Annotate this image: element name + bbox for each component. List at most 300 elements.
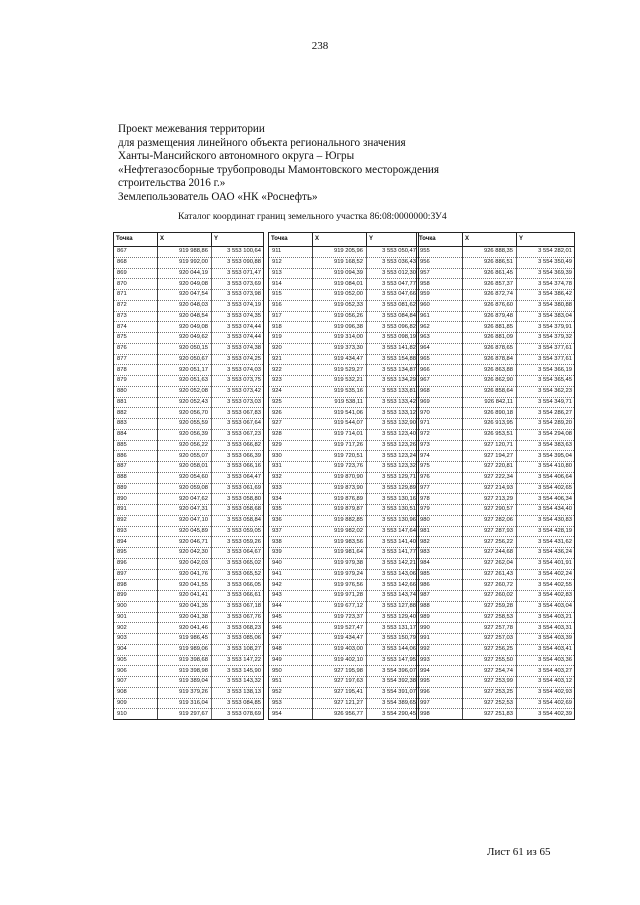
y-coordinate-cell: 3 554 362,23 [517, 386, 575, 397]
header-line: Проект межевания территории [118, 123, 265, 135]
point-cell: 992 [417, 644, 463, 655]
y-coordinate-cell: 3 554 402,65 [517, 483, 575, 494]
table-row [269, 397, 419, 408]
y-coordinate-cell: 3 553 131,17 [367, 623, 419, 634]
point-cell: 973 [417, 440, 463, 451]
x-coordinate-cell: 919 314,00 [313, 333, 367, 344]
table-row [417, 247, 575, 258]
y-coordinate-cell: 3 554 436,24 [517, 548, 575, 559]
x-coordinate-cell: 919 544,07 [313, 419, 367, 430]
x-coordinate-cell: 919 316,04 [158, 698, 212, 709]
y-coordinate-cell: 3 554 289,20 [517, 419, 575, 430]
table-row [114, 462, 264, 473]
y-coordinate-cell: 3 554 395,04 [517, 451, 575, 462]
y-coordinate-cell: 3 553 068,23 [212, 623, 264, 634]
point-cell: 870 [114, 279, 158, 290]
y-coordinate-cell: 3 553 090,88 [212, 257, 264, 268]
y-coordinate-cell: 3 554 365,45 [517, 376, 575, 387]
point-cell: 875 [114, 333, 158, 344]
y-coordinate-cell: 3 554 379,32 [517, 333, 575, 344]
point-cell: 976 [417, 472, 463, 483]
x-coordinate-cell: 920 049,08 [158, 322, 212, 333]
table-header-row [269, 233, 419, 247]
x-coordinate-cell: 920 048,03 [158, 300, 212, 311]
y-coordinate-cell: 3 554 380,88 [517, 300, 575, 311]
table-row [269, 580, 419, 591]
table-row [269, 343, 419, 354]
y-coordinate-cell: 3 554 379,91 [517, 322, 575, 333]
table-row [269, 569, 419, 580]
x-coordinate-cell: 927 256,22 [463, 537, 517, 548]
point-cell: 901 [114, 612, 158, 623]
point-cell: 917 [269, 311, 313, 322]
x-coordinate-cell: 919 873,90 [313, 483, 367, 494]
catalog-title: Каталог координат границ земельного участка 86:08:0000000:ЗУ4 [178, 211, 447, 222]
y-coordinate-cell: 3 554 431,62 [517, 537, 575, 548]
y-coordinate-cell: 3 554 366,19 [517, 365, 575, 376]
x-coordinate-cell: 920 052,08 [158, 386, 212, 397]
table-row [114, 386, 264, 397]
point-cell: 980 [417, 515, 463, 526]
table-row [269, 677, 419, 688]
x-coordinate-cell: 927 256,25 [463, 644, 517, 655]
point-cell: 921 [269, 354, 313, 365]
x-coordinate-cell: 919 402,10 [313, 655, 367, 666]
x-coordinate-cell: 927 251,83 [463, 709, 517, 720]
point-cell: 871 [114, 290, 158, 301]
coordinate-table-2 [268, 232, 419, 720]
table-row [269, 322, 419, 333]
y-coordinate-cell: 3 554 377,61 [517, 343, 575, 354]
y-coordinate-cell: 3 553 059,05 [212, 526, 264, 537]
x-coordinate-cell: 919 677,12 [313, 601, 367, 612]
x-coordinate-cell: 920 056,39 [158, 429, 212, 440]
point-cell: 868 [114, 257, 158, 268]
table-row [417, 644, 575, 655]
header-line: строительства 2016 г.» [118, 177, 226, 190]
x-coordinate-cell: 919 389,04 [158, 677, 212, 688]
table-row [417, 397, 575, 408]
table-header-row [114, 233, 264, 247]
point-cell: 968 [417, 386, 463, 397]
y-coordinate-cell: 3 553 074,03 [212, 365, 264, 376]
table-row [269, 290, 419, 301]
point-cell: 905 [114, 655, 158, 666]
table-row [269, 354, 419, 365]
y-coordinate-cell: 3 554 396,07 [367, 666, 419, 677]
y-coordinate-cell: 3 553 123,24 [367, 451, 419, 462]
y-coordinate-cell: 3 553 098,19 [367, 333, 419, 344]
table-row [269, 386, 419, 397]
point-cell: 886 [114, 451, 158, 462]
table-row [417, 408, 575, 419]
table-row [417, 655, 575, 666]
point-cell: 967 [417, 376, 463, 387]
point-cell: 867 [114, 247, 158, 258]
point-cell: 958 [417, 279, 463, 290]
x-coordinate-cell: 927 282,06 [463, 515, 517, 526]
x-coordinate-cell: 919 717,26 [313, 440, 367, 451]
point-cell: 986 [417, 580, 463, 591]
table-row [114, 472, 264, 483]
y-coordinate-cell: 3 553 154,88 [367, 354, 419, 365]
x-coordinate-cell: 919 373,30 [313, 343, 367, 354]
column-header-x: X [313, 233, 367, 247]
table-row [114, 257, 264, 268]
x-coordinate-cell: 927 195,98 [313, 666, 367, 677]
x-coordinate-cell: 919 714,01 [313, 429, 367, 440]
point-cell: 982 [417, 537, 463, 548]
table-row [114, 311, 264, 322]
point-cell: 964 [417, 343, 463, 354]
x-coordinate-cell: 919 379,26 [158, 687, 212, 698]
point-cell: 910 [114, 709, 158, 720]
x-coordinate-cell: 920 048,54 [158, 311, 212, 322]
x-coordinate-cell: 919 532,21 [313, 376, 367, 387]
point-cell: 904 [114, 644, 158, 655]
x-coordinate-cell: 920 047,54 [158, 290, 212, 301]
y-coordinate-cell: 3 553 081,62 [367, 300, 419, 311]
x-coordinate-cell: 920 049,08 [158, 279, 212, 290]
table-row [114, 655, 264, 666]
y-coordinate-cell: 3 553 130,16 [367, 494, 419, 505]
x-coordinate-cell: 927 261,43 [463, 569, 517, 580]
table-row [269, 419, 419, 430]
y-coordinate-cell: 3 553 096,82 [367, 322, 419, 333]
y-coordinate-cell: 3 553 074,38 [212, 343, 264, 354]
point-cell: 876 [114, 343, 158, 354]
y-coordinate-cell: 3 553 047,66 [367, 290, 419, 301]
table-row [269, 247, 419, 258]
table-row [114, 440, 264, 451]
point-cell: 972 [417, 429, 463, 440]
point-cell: 897 [114, 569, 158, 580]
table-row [269, 440, 419, 451]
y-coordinate-cell: 3 553 123,32 [367, 462, 419, 473]
y-coordinate-cell: 3 554 402,39 [517, 709, 575, 720]
table-row [417, 322, 575, 333]
y-coordinate-cell: 3 554 430,83 [517, 515, 575, 526]
y-coordinate-cell: 3 553 067,18 [212, 601, 264, 612]
table-row [114, 558, 264, 569]
y-coordinate-cell: 3 553 084,84 [367, 311, 419, 322]
y-coordinate-cell: 3 553 074,25 [212, 354, 264, 365]
table-row [269, 655, 419, 666]
table-row [114, 709, 264, 720]
x-coordinate-cell: 919 992,00 [158, 257, 212, 268]
y-coordinate-cell: 3 553 067,23 [212, 429, 264, 440]
point-cell: 923 [269, 376, 313, 387]
y-coordinate-cell: 3 553 133,12 [367, 408, 419, 419]
y-coordinate-cell: 3 554 403,27 [517, 666, 575, 677]
point-cell: 953 [269, 698, 313, 709]
point-cell: 932 [269, 472, 313, 483]
table-row [114, 623, 264, 634]
y-coordinate-cell: 3 554 410,80 [517, 462, 575, 473]
y-coordinate-cell: 3 553 064,67 [212, 548, 264, 559]
table-row [417, 257, 575, 268]
point-cell: 885 [114, 440, 158, 451]
table-row [269, 429, 419, 440]
point-cell: 960 [417, 300, 463, 311]
point-cell: 966 [417, 365, 463, 376]
table-row [114, 290, 264, 301]
x-coordinate-cell: 919 538,11 [313, 397, 367, 408]
table-row [269, 494, 419, 505]
point-cell: 919 [269, 333, 313, 344]
y-coordinate-cell: 3 553 129,89 [367, 483, 419, 494]
x-coordinate-cell: 926 862,90 [463, 376, 517, 387]
x-coordinate-cell: 919 988,86 [158, 247, 212, 258]
y-coordinate-cell: 3 553 133,81 [367, 386, 419, 397]
table-row [417, 268, 575, 279]
point-cell: 957 [417, 268, 463, 279]
point-cell: 997 [417, 698, 463, 709]
y-coordinate-cell: 3 553 142,66 [367, 580, 419, 591]
y-coordinate-cell: 3 554 401,91 [517, 558, 575, 569]
point-cell: 899 [114, 591, 158, 602]
y-coordinate-cell: 3 553 074,19 [212, 300, 264, 311]
y-coordinate-cell: 3 554 403,31 [517, 623, 575, 634]
table-row [269, 376, 419, 387]
x-coordinate-cell: 919 434,47 [313, 634, 367, 645]
x-coordinate-cell: 920 049,62 [158, 333, 212, 344]
y-coordinate-cell: 3 553 141,40 [367, 537, 419, 548]
point-cell: 943 [269, 591, 313, 602]
table-row [417, 419, 575, 430]
y-coordinate-cell: 3 553 129,40 [367, 612, 419, 623]
table-row [114, 397, 264, 408]
table-row [114, 548, 264, 559]
table-row [417, 300, 575, 311]
point-cell: 881 [114, 397, 158, 408]
table-row [417, 365, 575, 376]
x-coordinate-cell: 919 979,38 [313, 558, 367, 569]
table-row [114, 526, 264, 537]
point-cell: 895 [114, 548, 158, 559]
y-coordinate-cell: 3 553 050,47 [367, 247, 419, 258]
x-coordinate-cell: 927 244,68 [463, 548, 517, 559]
table-row [269, 666, 419, 677]
x-coordinate-cell: 919 205,96 [313, 247, 367, 258]
x-coordinate-cell: 920 050,67 [158, 354, 212, 365]
x-coordinate-cell: 919 723,76 [313, 462, 367, 473]
point-cell: 889 [114, 483, 158, 494]
point-cell: 988 [417, 601, 463, 612]
y-coordinate-cell: 3 553 036,43 [367, 257, 419, 268]
y-coordinate-cell: 3 553 058,80 [212, 494, 264, 505]
y-coordinate-cell: 3 553 067,83 [212, 408, 264, 419]
x-coordinate-cell: 919 723,37 [313, 612, 367, 623]
y-coordinate-cell: 3 554 406,34 [517, 494, 575, 505]
table-row [417, 376, 575, 387]
point-cell: 882 [114, 408, 158, 419]
x-coordinate-cell: 920 050,15 [158, 343, 212, 354]
table-row [269, 591, 419, 602]
y-coordinate-cell: 3 554 383,63 [517, 440, 575, 451]
table-row [114, 376, 264, 387]
x-coordinate-cell: 920 059,08 [158, 483, 212, 494]
table-row [417, 494, 575, 505]
point-cell: 950 [269, 666, 313, 677]
header-line: «Нефтегазосборные трубопроводы Мамонтовского месторождения [118, 163, 440, 176]
y-coordinate-cell: 3 554 349,71 [517, 397, 575, 408]
point-cell: 996 [417, 687, 463, 698]
y-coordinate-cell: 3 553 059,26 [212, 537, 264, 548]
y-coordinate-cell: 3 553 074,44 [212, 322, 264, 333]
x-coordinate-cell: 927 197,63 [313, 677, 367, 688]
table-row [417, 709, 575, 720]
table-row [417, 429, 575, 440]
x-coordinate-cell: 919 720,51 [313, 451, 367, 462]
y-coordinate-cell: 3 553 073,69 [212, 279, 264, 290]
point-cell: 930 [269, 451, 313, 462]
y-coordinate-cell: 3 553 143,06 [367, 569, 419, 580]
point-cell: 983 [417, 548, 463, 559]
x-coordinate-cell: 926 863,88 [463, 365, 517, 376]
y-coordinate-cell: 3 553 073,42 [212, 386, 264, 397]
column-header-x: X [463, 233, 517, 247]
table-row [114, 591, 264, 602]
x-coordinate-cell: 920 051,17 [158, 365, 212, 376]
x-coordinate-cell: 927 290,57 [463, 505, 517, 516]
x-coordinate-cell: 927 214,93 [463, 483, 517, 494]
table-row [114, 612, 264, 623]
y-coordinate-cell: 3 554 389,65 [367, 698, 419, 709]
y-coordinate-cell: 3 553 074,35 [212, 311, 264, 322]
y-coordinate-cell: 3 554 402,93 [517, 687, 575, 698]
x-coordinate-cell: 920 047,62 [158, 494, 212, 505]
point-cell: 920 [269, 343, 313, 354]
point-cell: 908 [114, 687, 158, 698]
x-coordinate-cell: 920 045,89 [158, 526, 212, 537]
y-coordinate-cell: 3 553 066,16 [212, 462, 264, 473]
point-cell: 949 [269, 655, 313, 666]
document-header [118, 123, 538, 205]
x-coordinate-cell: 920 041,35 [158, 601, 212, 612]
x-coordinate-cell: 920 054,60 [158, 472, 212, 483]
y-coordinate-cell: 3 554 402,55 [517, 580, 575, 591]
point-cell: 937 [269, 526, 313, 537]
header-line: Ханты-Мансийского автономного округа – Югры [118, 150, 355, 163]
x-coordinate-cell: 919 876,89 [313, 494, 367, 505]
point-cell: 971 [417, 419, 463, 430]
x-coordinate-cell: 920 051,63 [158, 376, 212, 387]
y-coordinate-cell: 3 554 402,83 [517, 591, 575, 602]
y-coordinate-cell: 3 554 403,04 [517, 601, 575, 612]
x-coordinate-cell: 919 398,98 [158, 666, 212, 677]
point-cell: 926 [269, 408, 313, 419]
point-cell: 898 [114, 580, 158, 591]
point-cell: 984 [417, 558, 463, 569]
y-coordinate-cell: 3 554 406,64 [517, 472, 575, 483]
table-row [417, 623, 575, 634]
table-row [114, 247, 264, 258]
point-cell: 956 [417, 257, 463, 268]
y-coordinate-cell: 3 553 066,05 [212, 580, 264, 591]
x-coordinate-cell: 920 041,41 [158, 591, 212, 602]
y-coordinate-cell: 3 553 129,71 [367, 472, 419, 483]
point-cell: 987 [417, 591, 463, 602]
y-coordinate-cell: 3 553 138,13 [212, 687, 264, 698]
point-cell: 934 [269, 494, 313, 505]
x-coordinate-cell: 926 956,77 [313, 709, 367, 720]
x-coordinate-cell: 927 259,28 [463, 601, 517, 612]
y-coordinate-cell: 3 554 402,69 [517, 698, 575, 709]
x-coordinate-cell: 927 121,27 [313, 698, 367, 709]
x-coordinate-cell: 919 096,38 [313, 322, 367, 333]
x-coordinate-cell: 926 858,64 [463, 386, 517, 397]
point-cell: 890 [114, 494, 158, 505]
point-cell: 909 [114, 698, 158, 709]
table-row [114, 494, 264, 505]
y-coordinate-cell: 3 553 073,98 [212, 290, 264, 301]
x-coordinate-cell: 926 881,85 [463, 322, 517, 333]
point-cell: 940 [269, 558, 313, 569]
x-coordinate-cell: 920 041,46 [158, 623, 212, 634]
point-cell: 939 [269, 548, 313, 559]
y-coordinate-cell: 3 554 403,36 [517, 655, 575, 666]
table-row [114, 644, 264, 655]
point-cell: 884 [114, 429, 158, 440]
y-coordinate-cell: 3 554 377,61 [517, 354, 575, 365]
point-cell: 880 [114, 386, 158, 397]
point-cell: 995 [417, 677, 463, 688]
table-row [417, 591, 575, 602]
y-coordinate-cell: 3 553 066,82 [212, 440, 264, 451]
x-coordinate-cell: 920 044,19 [158, 268, 212, 279]
header-line: для размещения линейного объекта регионального значения [118, 136, 406, 149]
point-cell: 891 [114, 505, 158, 516]
x-coordinate-cell: 926 878,65 [463, 343, 517, 354]
x-coordinate-cell: 919 398,68 [158, 655, 212, 666]
table-row [269, 537, 419, 548]
x-coordinate-cell: 926 876,60 [463, 300, 517, 311]
table-row [417, 515, 575, 526]
table-row [114, 419, 264, 430]
table-row [417, 451, 575, 462]
y-coordinate-cell: 3 553 061,69 [212, 483, 264, 494]
table-row [114, 515, 264, 526]
x-coordinate-cell: 927 194,27 [463, 451, 517, 462]
table-row [114, 408, 264, 419]
table-row [114, 268, 264, 279]
y-coordinate-cell: 3 553 012,30 [367, 268, 419, 279]
point-cell: 892 [114, 515, 158, 526]
x-coordinate-cell: 919 982,02 [313, 526, 367, 537]
table-row [114, 451, 264, 462]
point-cell: 900 [114, 601, 158, 612]
column-header-point: Точка [417, 233, 463, 247]
table-row [114, 354, 264, 365]
point-cell: 887 [114, 462, 158, 473]
y-coordinate-cell: 3 553 123,40 [367, 429, 419, 440]
point-cell: 914 [269, 279, 313, 290]
y-coordinate-cell: 3 553 064,47 [212, 472, 264, 483]
y-coordinate-cell: 3 554 403,39 [517, 634, 575, 645]
point-cell: 873 [114, 311, 158, 322]
y-coordinate-cell: 3 553 141,82 [367, 343, 419, 354]
table-row [269, 505, 419, 516]
column-header-y: Y [367, 233, 419, 247]
y-coordinate-cell: 3 554 286,27 [517, 408, 575, 419]
point-cell: 981 [417, 526, 463, 537]
x-coordinate-cell: 919 971,28 [313, 591, 367, 602]
x-coordinate-cell: 926 842,11 [463, 397, 517, 408]
table-row [417, 677, 575, 688]
table-row [417, 440, 575, 451]
point-cell: 935 [269, 505, 313, 516]
